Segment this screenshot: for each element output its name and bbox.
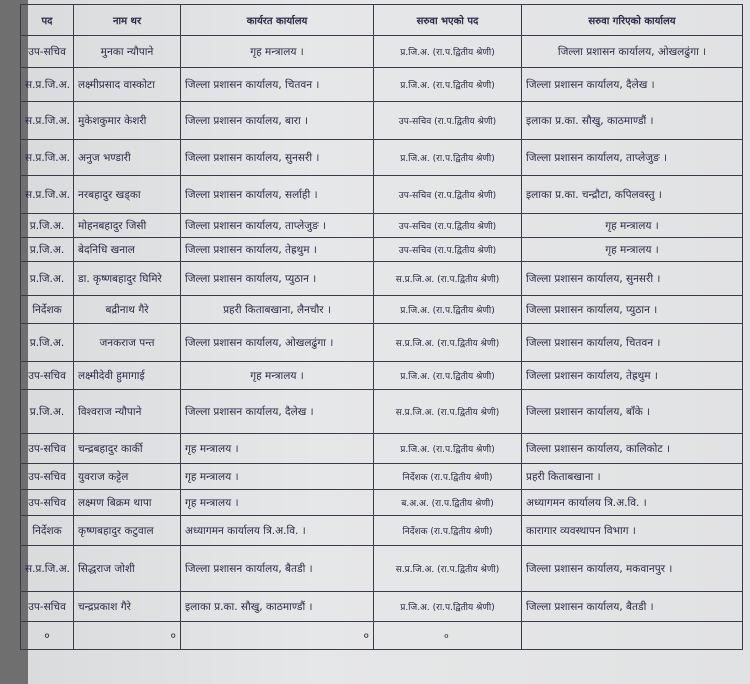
cell-name: बद्रीनाथ गैरे [74, 296, 181, 324]
cell-target-office: जिल्ला प्रशासन कार्यालय, बाँके । [522, 390, 743, 434]
cell-name: अनुज भण्डारी [74, 140, 181, 176]
cell-office: गृह मन्त्रालय । [181, 36, 374, 68]
cell-target-office: जिल्ला प्रशासन कार्यालय, सुनसरी । [522, 262, 743, 296]
cell-office: जिल्ला प्रशासन कार्यालय, सर्लाही । [181, 176, 374, 214]
table-row [21, 434, 743, 464]
cell-name: ० [74, 622, 181, 650]
transfer-table [20, 4, 743, 650]
cell-office: जिल्ला प्रशासन कार्यालय, दैलेख । [181, 390, 374, 434]
cell-post: उप-सचिव [21, 490, 74, 516]
cell-name: जनकराज पन्त [74, 324, 181, 362]
cell-name: लक्ष्मीप्रसाद वास्कोटा [74, 68, 181, 102]
cell-target-office: जिल्ला प्रशासन कार्यालय, चितवन । [522, 324, 743, 362]
cell-target-office: जिल्ला प्रशासन कार्यालय, ताप्लेजुङ । [522, 140, 743, 176]
cell-office: जिल्ला प्रशासन कार्यालय, बैतडी । [181, 546, 374, 592]
cell-new-post: प्र.जि.अ. (रा.प.द्वितीय श्रेणी) [374, 592, 522, 622]
cell-name: चन्द्रप्रकाश गैरे [74, 592, 181, 622]
cell-target-office: जिल्ला प्रशासन कार्यालय, मकवानपुर । [522, 546, 743, 592]
header-post: पद [21, 5, 74, 36]
table-row [21, 390, 743, 434]
table-row [21, 516, 743, 546]
table-row [21, 362, 743, 390]
cell-target-office: जिल्ला प्रशासन कार्यालय, तेह्रथुम । [522, 362, 743, 390]
cell-target-office: इलाका प्र.का. चन्द्रौटा, कपिलवस्तु । [522, 176, 743, 214]
header-current-office: कार्यरत कार्यालय [181, 5, 374, 36]
cell-target-office: जिल्ला प्रशासन कार्यालय, ओखलढुंगा । [522, 36, 743, 68]
table-row [21, 546, 743, 592]
cell-new-post: उप-सचिव (रा.प.द्वितीय श्रेणी) [374, 176, 522, 214]
cell-office: गृह मन्त्रालय । [181, 464, 374, 490]
table-row [21, 324, 743, 362]
cell-new-post: निर्देशक (रा.प.द्वितीय श्रेणी) [374, 516, 522, 546]
cell-name: डा. कृष्णबहादुर घिमिरे [74, 262, 181, 296]
header-name: नाम थर [74, 5, 181, 36]
cell-name: कृष्णबहादुर कटुवाल [74, 516, 181, 546]
cell-target-office: अध्यागमन कार्यालय त्रि.अ.वि. । [522, 490, 743, 516]
cell-new-post: प्र.जि.अ. (रा.प.द्वितीय श्रेणी) [374, 36, 522, 68]
cell-post: स.प्र.जि.अ. [21, 176, 74, 214]
cell-post: प्र.जि.अ. [21, 238, 74, 262]
cell-name: लक्ष्मण बिक्रम थापा [74, 490, 181, 516]
cell-office: प्रहरी किताबखाना, लैनचौर । [181, 296, 374, 324]
cell-post: उप-सचिव [21, 592, 74, 622]
cell-new-post: उप-सचिव (रा.प.द्वितीय श्रेणी) [374, 214, 522, 238]
cell-new-post: ० [374, 622, 522, 650]
table-row [21, 176, 743, 214]
cell-post: प्र.जि.अ. [21, 390, 74, 434]
cell-post: उप-सचिव [21, 434, 74, 464]
table-row [21, 36, 743, 68]
cell-post: स.प्र.जि.अ. [21, 68, 74, 102]
table-row [21, 490, 743, 516]
cell-name: नरबहादुर खड्का [74, 176, 181, 214]
cell-target-office: प्रहरी किताबखाना । [522, 464, 743, 490]
cell-post: प्र.जि.अ. [21, 324, 74, 362]
cell-post: निर्देशक [21, 296, 74, 324]
cell-target-office: इलाका प्र.का. सौखु, काठमाण्डौं । [522, 102, 743, 140]
cell-office: गृह मन्त्रालय । [181, 434, 374, 464]
cell-name: लक्ष्मीदेवी हुमागाई [74, 362, 181, 390]
cell-name: चन्द्रबहादुर कार्की [74, 434, 181, 464]
table-row [21, 68, 743, 102]
cell-office: ० [181, 622, 374, 650]
cell-new-post: प्र.जि.अ. (रा.प.द्वितीय श्रेणी) [374, 362, 522, 390]
cell-office: जिल्ला प्रशासन कार्यालय, चितवन । [181, 68, 374, 102]
cell-office: अध्यागमन कार्यालय त्रि.अ.वि. । [181, 516, 374, 546]
header-row [21, 5, 743, 36]
cell-post: उप-सचिव [21, 362, 74, 390]
cell-name: मुकेशकुमार केशरी [74, 102, 181, 140]
cell-new-post: उप-सचिव (रा.प.द्वितीय श्रेणी) [374, 238, 522, 262]
cell-office: जिल्ला प्रशासन कार्यालय, प्युठान । [181, 262, 374, 296]
table-row [21, 464, 743, 490]
cell-post: स.प्र.जि.अ. [21, 546, 74, 592]
cell-name: मुनका न्यौपाने [74, 36, 181, 68]
header-target-office: सरुवा गरिएको कार्यालय [522, 5, 743, 36]
cell-new-post: निर्देशक (रा.प.द्वितीय श्रेणी) [374, 464, 522, 490]
cell-office: इलाका प्र.का. सौखु, काठमाण्डौं । [181, 592, 374, 622]
cell-new-post: प्र.जि.अ. (रा.प.द्वितीय श्रेणी) [374, 296, 522, 324]
cell-post: उप-सचिव [21, 464, 74, 490]
cell-new-post: प्र.जि.अ. (रा.प.द्वितीय श्रेणी) [374, 68, 522, 102]
cell-office: जिल्ला प्रशासन कार्यालय, तेह्रथुम । [181, 238, 374, 262]
cell-post: उप-सचिव [21, 36, 74, 68]
cell-office: जिल्ला प्रशासन कार्यालय, ताप्लेजुङ । [181, 214, 374, 238]
cell-new-post: ब.अ.अ. (रा.प.द्वितीय श्रेणी) [374, 490, 522, 516]
cell-office: गृह मन्त्रालय । [181, 490, 374, 516]
cell-target-office [522, 622, 743, 650]
cell-office: जिल्ला प्रशासन कार्यालय, बारा । [181, 102, 374, 140]
cell-office: जिल्ला प्रशासन कार्यालय, सुनसरी । [181, 140, 374, 176]
table-row [21, 214, 743, 238]
table-row [21, 296, 743, 324]
cell-new-post: स.प्र.जि.अ. (रा.प.द्वितीय श्रेणी) [374, 390, 522, 434]
table-row [21, 592, 743, 622]
cell-target-office: जिल्ला प्रशासन कार्यालय, प्युठान । [522, 296, 743, 324]
table-row [21, 238, 743, 262]
cell-post: स.प्र.जि.अ. [21, 102, 74, 140]
cell-new-post: उप-सचिव (रा.प.द्वितीय श्रेणी) [374, 102, 522, 140]
cell-post: ० [21, 622, 74, 650]
cell-target-office: जिल्ला प्रशासन कार्यालय, दैलेख । [522, 68, 743, 102]
cell-post: प्र.जि.अ. [21, 214, 74, 238]
table-row [21, 140, 743, 176]
cell-name: बेदनिधि खनाल [74, 238, 181, 262]
cell-post: निर्देशक [21, 516, 74, 546]
cell-target-office: गृह मन्त्रालय । [522, 214, 743, 238]
table-row [21, 622, 743, 650]
cell-target-office: कारागार व्यवस्थापन विभाग । [522, 516, 743, 546]
cell-name: विश्वराज न्यौपाने [74, 390, 181, 434]
cell-office: जिल्ला प्रशासन कार्यालय, ओखलढुंगा । [181, 324, 374, 362]
table-row [21, 262, 743, 296]
cell-name: सिद्धराज जोशी [74, 546, 181, 592]
cell-name: युवराज कट्टेल [74, 464, 181, 490]
cell-post: प्र.जि.अ. [21, 262, 74, 296]
cell-new-post: प्र.जि.अ. (रा.प.द्वितीय श्रेणी) [374, 434, 522, 464]
header-new-post: सरुवा भएको पद [374, 5, 522, 36]
cell-target-office: गृह मन्त्रालय । [522, 238, 743, 262]
cell-office: गृह मन्त्रालय । [181, 362, 374, 390]
cell-target-office: जिल्ला प्रशासन कार्यालय, कालिकोट । [522, 434, 743, 464]
table-row [21, 102, 743, 140]
cell-name: मोहनबहादुर जिसी [74, 214, 181, 238]
cell-new-post: प्र.जि.अ. (रा.प.द्वितीय श्रेणी) [374, 140, 522, 176]
cell-target-office: जिल्ला प्रशासन कार्यालय, बैतडी । [522, 592, 743, 622]
cell-post: स.प्र.जि.अ. [21, 140, 74, 176]
cell-new-post: स.प्र.जि.अ. (रा.प.द्वितीय श्रेणी) [374, 324, 522, 362]
cell-new-post: स.प्र.जि.अ. (रा.प.द्वितीय श्रेणी) [374, 262, 522, 296]
cell-new-post: स.प्र.जि.अ. (रा.प.द्वितीय श्रेणी) [374, 546, 522, 592]
